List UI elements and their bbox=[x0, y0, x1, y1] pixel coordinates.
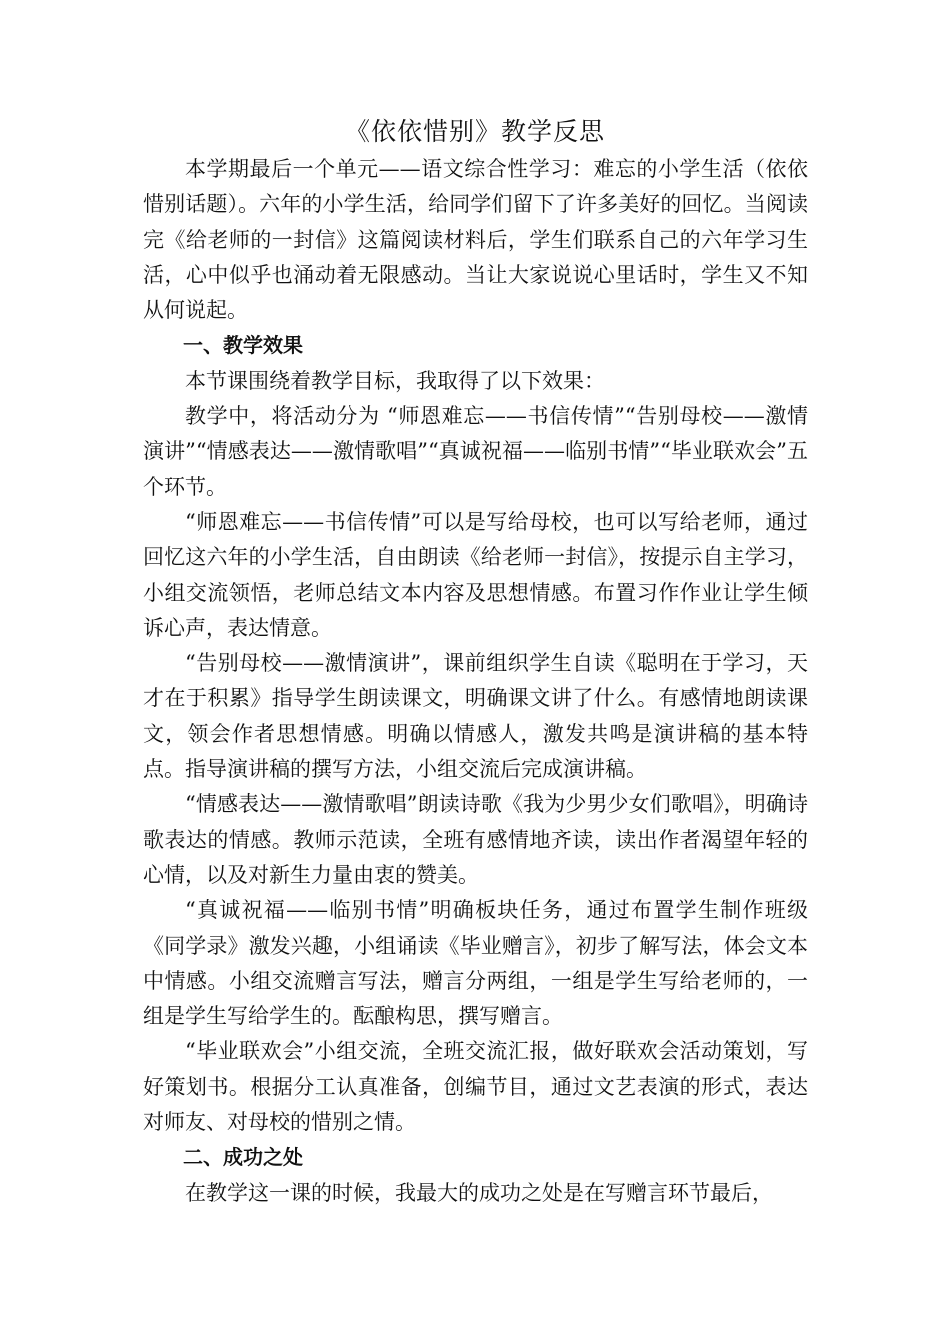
document-title: 《依依惜别》教学反思 bbox=[344, 117, 605, 146]
intro-paragraph: 本学期最后一个单元——语文综合性学习：难忘的小学生活（依依惜别话题）。六年的小学生活，给同学们留下了许多美好的回忆。当阅读完《给老师的一封信》这篇阅读材料后，学生们联系自己的六年学习生活，心中似乎也涌动着无限感动。当让大家说说心里话时，学生又不知从何说起。 bbox=[143, 157, 808, 323]
body-paragraph: “情感表达——激情歌唱”朗读诗歌《我为少男少女们歌唱》，明确诗歌表达的情感。教师示范读，全班有感情地齐读，读出作者渴望年轻的心情，以及对新生力量由衷的赞美。 bbox=[143, 792, 808, 887]
body-paragraph: 在教学这一课的时候，我最大的成功之处是在写赠言环节最后， bbox=[185, 1180, 773, 1205]
body-paragraph: “师恩难忘——书信传情”可以是写给母校，也可以写给老师，通过回忆这六年的小学生活，自由朗读《给老师一封信》，按提示自主学习，小组交流领悟，老师总结文本内容及思想情感。布置习作作业让学生倾诉心声，表达情意。 bbox=[143, 509, 808, 640]
body-paragraph: 本节课围绕着教学目标，我取得了以下效果： bbox=[185, 368, 605, 393]
body-paragraph: “毕业联欢会”小组交流，全班交流汇报，做好联欢会活动策划，写好策划书。根据分工认真准备，创编节目，通过文艺表演的形式，表达对师友、对母校的惜别之情。 bbox=[143, 1039, 808, 1135]
section-heading-teaching-effect: 一、教学效果 bbox=[183, 333, 303, 358]
document-body bbox=[143, 152, 808, 1211]
body-paragraph: “告别母校——激情演讲”，课前组织学生自读《聪明在于学习，天才在于积累》指导学生朗读课文，明确课文讲了什么。有感情地朗读课文，领会作者思想情感。明确以情感人，激发共鸣是演讲稿的基本特点。指导演讲稿的撰写方法，小组交流后完成演讲稿。 bbox=[143, 651, 808, 782]
body-paragraph: “真诚祝福——临别书情”明确板块任务，通过布置学生制作班级《同学录》激发兴趣，小组诵读《毕业赠言》，初步了解写法，体会文本中情感。小组交流赠言写法，赠言分两组，一组是学生写给老师的，一组是学生写给学生的。酝酿构思，撰写赠言。 bbox=[143, 898, 808, 1029]
body-paragraph: 教学中，将活动分为 “师恩难忘——书信传情”“告别母校——激情演讲”“情感表达——激情歌唱”“真诚祝福——临别书情”“毕业联欢会”五个环节。 bbox=[143, 404, 808, 499]
section-heading-success: 二、成功之处 bbox=[183, 1145, 303, 1170]
